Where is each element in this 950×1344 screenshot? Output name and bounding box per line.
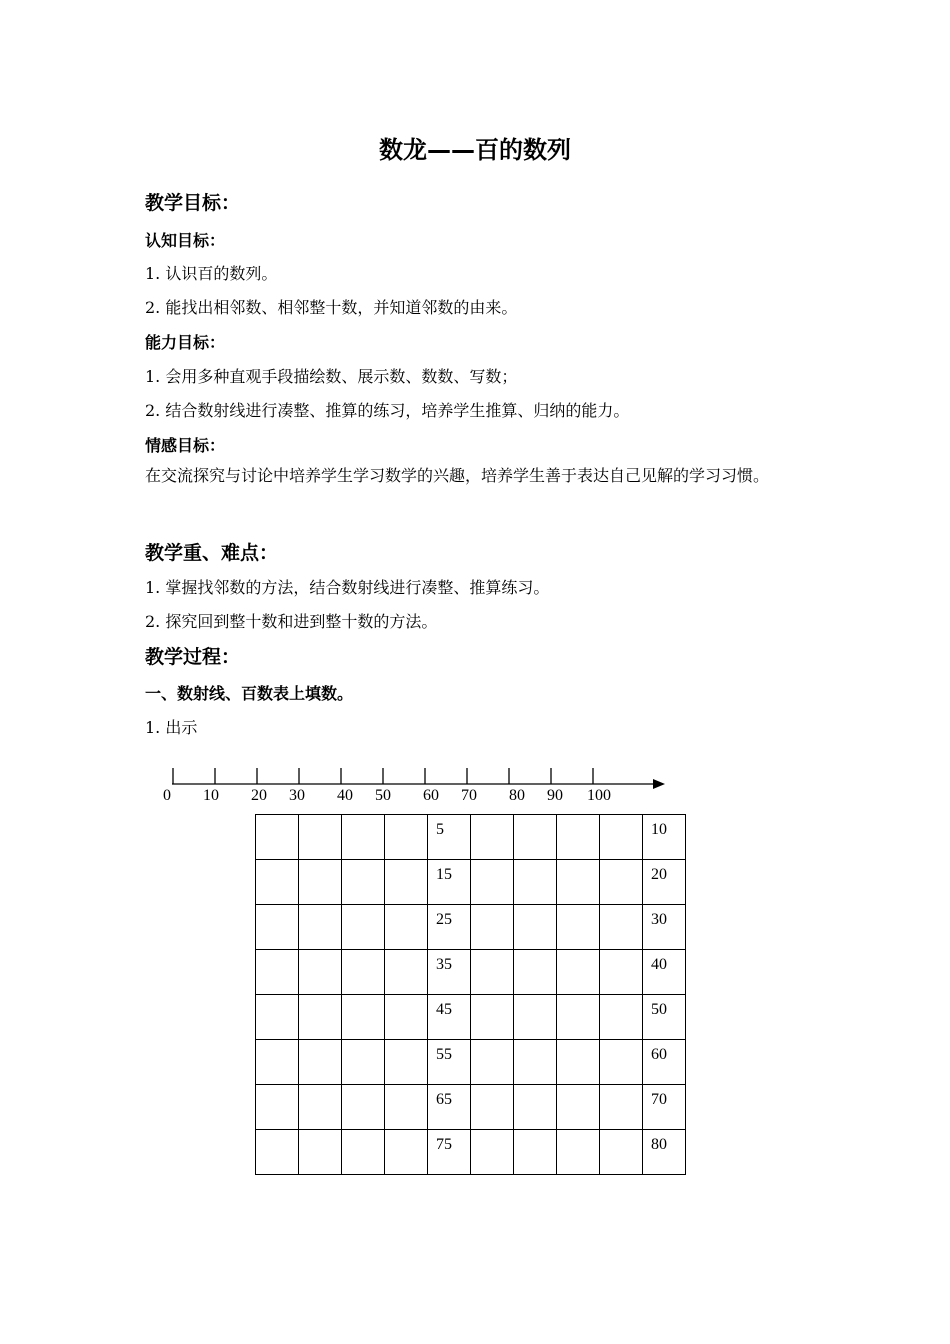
table-cell [471, 1085, 514, 1130]
number-line-label: 100 [587, 787, 611, 804]
table-cell [514, 950, 557, 995]
table-cell [557, 950, 600, 995]
table-cell [256, 905, 299, 950]
table-cell [385, 815, 428, 860]
number-line-label: 40 [337, 787, 353, 804]
table-cell [600, 950, 643, 995]
cell-value [385, 905, 427, 911]
table-cell [471, 995, 514, 1040]
table-cell [471, 815, 514, 860]
number-line-label: 10 [203, 787, 219, 804]
cell-value: 45 [436, 1001, 452, 1018]
cell-value [256, 1085, 298, 1091]
table-cell [299, 815, 342, 860]
table-cell [299, 1040, 342, 1085]
cell-value [385, 860, 427, 866]
cell-value [600, 815, 642, 821]
table-cell [557, 905, 600, 950]
ability-item: 1. 会用多种直观手段描绘数、展示数、数数、写数； [145, 367, 518, 386]
cell-value [557, 950, 599, 956]
cell-value [514, 1130, 556, 1136]
number-line [155, 760, 675, 810]
table-cell [385, 905, 428, 950]
cell-value [256, 1040, 298, 1046]
table-cell [342, 1130, 385, 1175]
cell-value [299, 1130, 341, 1136]
cell-value [299, 1085, 341, 1091]
table-cell [385, 1040, 428, 1085]
table-cell [514, 1130, 557, 1175]
cell-value [256, 1130, 298, 1136]
cell-value [600, 860, 642, 866]
table-cell [428, 995, 471, 1040]
cell-value [299, 950, 341, 956]
table-cell [342, 815, 385, 860]
objectives-heading: 教学目标： [145, 192, 241, 214]
table-cell [256, 815, 299, 860]
table-cell [514, 815, 557, 860]
table-cell [557, 815, 600, 860]
table-cell [385, 1085, 428, 1130]
cell-value [342, 1085, 384, 1091]
process-heading: 教学过程： [145, 646, 241, 668]
table-cell [299, 905, 342, 950]
cell-value [342, 995, 384, 1001]
key-point-item: 2. 探究回到整十数和进到整十数的方法。 [145, 612, 438, 631]
table-cell [385, 1130, 428, 1175]
cell-value [299, 995, 341, 1001]
cell-value [385, 1085, 427, 1091]
table-cell [471, 950, 514, 995]
table-cell [557, 1085, 600, 1130]
cell-value: 35 [436, 956, 452, 973]
table-cell [600, 1040, 643, 1085]
cell-value [557, 1085, 599, 1091]
cell-value [557, 1130, 599, 1136]
table-cell [385, 950, 428, 995]
cell-value [342, 860, 384, 866]
cell-value [385, 815, 427, 821]
cell-value [385, 950, 427, 956]
table-cell [342, 995, 385, 1040]
number-line-arrow [653, 779, 665, 789]
table-cell [342, 1085, 385, 1130]
table-cell [600, 815, 643, 860]
cell-value [557, 995, 599, 1001]
table-cell [256, 1085, 299, 1130]
cell-value [299, 815, 341, 821]
table-cell [471, 1040, 514, 1085]
cell-value [471, 815, 513, 821]
cell-value [385, 1040, 427, 1046]
cell-value [514, 860, 556, 866]
cell-value: 60 [651, 1046, 667, 1063]
table-cell [600, 905, 643, 950]
cell-value [600, 995, 642, 1001]
cell-value: 75 [436, 1136, 452, 1153]
table-cell [428, 1040, 471, 1085]
table-cell [557, 860, 600, 905]
table-cell [643, 905, 686, 950]
page-title: 数龙——百的数列 [379, 136, 571, 164]
table-cell [600, 1130, 643, 1175]
number-line-label: 80 [509, 787, 525, 804]
table-cell [428, 860, 471, 905]
number-line-label: 30 [289, 787, 305, 804]
cell-value [299, 860, 341, 866]
table-cell [557, 1040, 600, 1085]
step-text: 1. 出示 [145, 718, 198, 737]
cell-value [557, 1040, 599, 1046]
cell-value [514, 995, 556, 1001]
cell-value [514, 950, 556, 956]
table-cell [342, 950, 385, 995]
table-row [256, 815, 686, 860]
table-cell [471, 1130, 514, 1175]
table-cell [342, 860, 385, 905]
cell-value [385, 995, 427, 1001]
table-cell [514, 860, 557, 905]
table-row [256, 905, 686, 950]
key-point-item: 1. 掌握找邻数的方法，结合数射线进行凑整、推算练习。 [145, 578, 550, 597]
table-cell [428, 950, 471, 995]
cell-value [471, 995, 513, 1001]
table-row [256, 1085, 686, 1130]
cell-value [471, 860, 513, 866]
cell-value [299, 905, 341, 911]
cell-value: 25 [436, 911, 452, 928]
cell-value [256, 860, 298, 866]
cell-value: 65 [436, 1091, 452, 1108]
number-line-label: 90 [547, 787, 563, 804]
table-cell [557, 995, 600, 1040]
table-cell [385, 860, 428, 905]
table-cell [428, 905, 471, 950]
cell-value [600, 905, 642, 911]
table-cell [643, 1130, 686, 1175]
cell-value: 10 [651, 821, 667, 838]
table-row [256, 1040, 686, 1085]
cell-value [256, 905, 298, 911]
cell-value [600, 1085, 642, 1091]
table-cell [299, 1130, 342, 1175]
cell-value [471, 1040, 513, 1046]
table-cell [428, 815, 471, 860]
table-cell [299, 995, 342, 1040]
affective-heading: 情感目标： [145, 436, 226, 455]
cell-value [514, 1040, 556, 1046]
table-cell [299, 950, 342, 995]
cell-value [342, 950, 384, 956]
cell-value [385, 1130, 427, 1136]
table-cell [471, 860, 514, 905]
number-line-label: 60 [423, 787, 439, 804]
number-line-label: 50 [375, 787, 391, 804]
table-cell [256, 950, 299, 995]
cell-value [256, 815, 298, 821]
cell-value [342, 905, 384, 911]
table-cell [557, 1130, 600, 1175]
cell-value: 5 [436, 821, 444, 838]
cell-value: 20 [651, 866, 667, 883]
cell-value: 70 [651, 1091, 667, 1108]
table-cell [256, 1040, 299, 1085]
table-cell [643, 950, 686, 995]
table-cell [471, 905, 514, 950]
table-cell [643, 815, 686, 860]
table-cell [514, 905, 557, 950]
table-cell [256, 995, 299, 1040]
affective-text: 在交流探究与讨论中培养学生学习数学的兴趣，培养学生善于表达自己见解的学习习惯。 [145, 466, 770, 485]
table-cell [514, 995, 557, 1040]
table-cell [342, 1040, 385, 1085]
cognitive-item: 1. 认识百的数列。 [145, 264, 278, 283]
cell-value [256, 995, 298, 1001]
table-cell [256, 860, 299, 905]
cell-value [514, 905, 556, 911]
cell-value: 80 [651, 1136, 667, 1153]
table-cell [342, 905, 385, 950]
cell-value [299, 1040, 341, 1046]
table-row [256, 1130, 686, 1175]
cell-value [600, 1130, 642, 1136]
table-cell [600, 860, 643, 905]
key-points-heading: 教学重、难点： [145, 542, 279, 564]
table-row [256, 995, 686, 1040]
cell-value [557, 860, 599, 866]
table-row [256, 950, 686, 995]
cell-value [471, 1130, 513, 1136]
table-cell [643, 1085, 686, 1130]
table-cell [514, 1085, 557, 1130]
hundred-table [255, 814, 686, 1175]
table-cell [299, 1085, 342, 1130]
section-heading: 一、数射线、百数表上填数。 [145, 684, 354, 703]
table-cell [256, 1130, 299, 1175]
cell-value: 55 [436, 1046, 452, 1063]
table-cell [600, 995, 643, 1040]
cell-value [342, 1040, 384, 1046]
cell-value [471, 1085, 513, 1091]
ability-item: 2. 结合数射线进行凑整、推算的练习，培养学生推算、归纳的能力。 [145, 401, 630, 420]
table-cell [428, 1130, 471, 1175]
cell-value: 15 [436, 866, 452, 883]
cognitive-heading: 认知目标： [145, 231, 226, 250]
table-cell [299, 860, 342, 905]
table-cell [643, 995, 686, 1040]
cell-value: 50 [651, 1001, 667, 1018]
table-cell [600, 1085, 643, 1130]
ability-heading: 能力目标： [145, 333, 226, 352]
number-line-label: 0 [163, 787, 171, 804]
table-cell [643, 860, 686, 905]
number-line-label: 20 [251, 787, 267, 804]
cell-value [342, 1130, 384, 1136]
cell-value [514, 1085, 556, 1091]
cell-value [600, 950, 642, 956]
cell-value [557, 815, 599, 821]
table-cell [514, 1040, 557, 1085]
table-cell [385, 995, 428, 1040]
cell-value [471, 905, 513, 911]
cognitive-item: 2. 能找出相邻数、相邻整十数，并知道邻数的由来。 [145, 298, 518, 317]
cell-value [557, 905, 599, 911]
cell-value: 30 [651, 911, 667, 928]
cell-value [471, 950, 513, 956]
cell-value [514, 815, 556, 821]
table-cell [428, 1085, 471, 1130]
cell-value [600, 1040, 642, 1046]
cell-value: 40 [651, 956, 667, 973]
table-cell [643, 1040, 686, 1085]
cell-value [342, 815, 384, 821]
number-line-label: 70 [461, 787, 477, 804]
table-row [256, 860, 686, 905]
cell-value [256, 950, 298, 956]
